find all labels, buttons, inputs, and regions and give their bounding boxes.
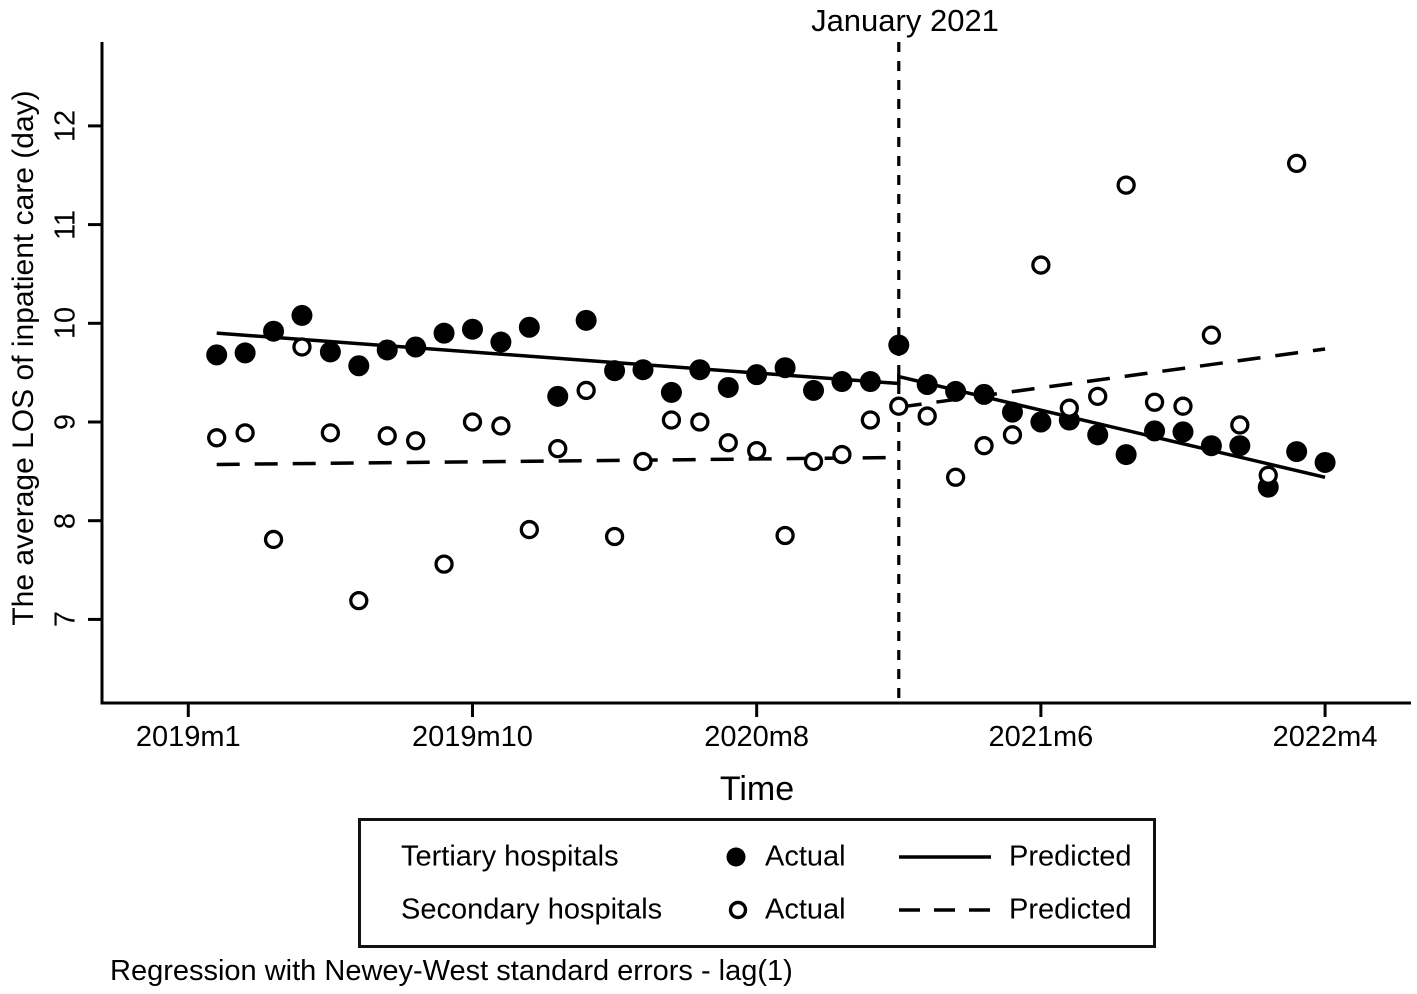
tertiary-actual-point — [490, 332, 511, 353]
secondary-actual-point — [464, 414, 480, 430]
secondary-actual-point — [607, 528, 623, 544]
tertiary-actual-point — [320, 341, 341, 362]
secondary-actual-point — [919, 408, 935, 424]
secondary-actual-point — [948, 469, 964, 485]
filled-circle-icon — [724, 845, 748, 869]
secondary-actual-point — [1118, 177, 1134, 193]
tertiary-actual-point — [547, 386, 568, 407]
tertiary-actual-point — [576, 310, 597, 331]
secondary-actual-point — [436, 556, 452, 572]
tertiary-actual-point — [803, 380, 824, 401]
tertiary-actual-point — [519, 317, 540, 338]
footer-note: Regression with Newey-West standard errors - lag(1) — [110, 955, 793, 987]
tertiary-actual-point — [348, 355, 369, 376]
secondary-actual-point — [1203, 327, 1219, 343]
secondary-actual-point — [1004, 427, 1020, 443]
secondary-actual-point — [1260, 467, 1276, 483]
secondary-actual-point — [351, 593, 367, 609]
tertiary-actual-point — [462, 319, 483, 340]
secondary-actual-point — [1090, 388, 1106, 404]
secondary-actual-point — [408, 433, 424, 449]
x-tick-label: 2021m6 — [988, 721, 1094, 753]
secondary-actual-point — [521, 522, 537, 538]
legend-actual-label: Actual — [765, 840, 846, 873]
tertiary-actual-point — [604, 360, 625, 381]
tertiary-actual-point — [291, 305, 312, 326]
tertiary-actual-point — [1002, 402, 1023, 423]
tertiary-actual-point — [860, 371, 881, 392]
secondary-actual-point — [1175, 398, 1191, 414]
dashed-line-icon — [899, 906, 991, 914]
tertiary-actual-point — [1030, 412, 1051, 433]
x-tick-label: 2019m10 — [412, 721, 533, 753]
legend-series-label: Tertiary hospitals — [401, 840, 619, 873]
tertiary-actual-point — [945, 381, 966, 402]
tertiary-actual-point — [263, 321, 284, 342]
tertiary-actual-point — [235, 342, 256, 363]
x-tick-label: 2020m8 — [704, 721, 810, 753]
secondary-actual-point — [1289, 155, 1305, 171]
tertiary-actual-point — [831, 371, 852, 392]
secondary-actual-point — [550, 441, 566, 457]
tertiary-actual-point — [633, 359, 654, 380]
tertiary-actual-point — [1229, 435, 1250, 456]
secondary-actual-point — [1033, 257, 1049, 273]
legend — [358, 818, 1156, 948]
secondary-actual-point — [777, 528, 793, 544]
secondary-actual-point — [493, 418, 509, 434]
secondary-actual-point — [692, 414, 708, 430]
tertiary-actual-point — [974, 384, 995, 405]
secondary-actual-point — [834, 447, 850, 463]
secondary-actual-point — [806, 453, 822, 469]
open-circle-icon — [726, 898, 750, 922]
tertiary-actual-point — [1315, 452, 1336, 473]
tertiary-actual-point — [1201, 435, 1222, 456]
x-tick-label: 2022m4 — [1272, 721, 1378, 753]
secondary-actual-point — [720, 435, 736, 451]
secondary-actual-point — [976, 438, 992, 454]
tertiary-actual-point — [718, 377, 739, 398]
tertiary-actual-point — [1087, 424, 1108, 445]
secondary-actual-point — [209, 430, 225, 446]
legend-predicted-label: Predicted — [1009, 840, 1132, 873]
secondary-actual-point — [891, 398, 907, 414]
y-tick-label: 7 — [49, 611, 82, 628]
tertiary-actual-point — [746, 364, 767, 385]
secondary-actual-point — [862, 412, 878, 428]
secondary-actual-point — [379, 428, 395, 444]
y-tick-label: 12 — [49, 109, 82, 143]
secondary-actual-point — [1232, 417, 1248, 433]
tertiary-actual-point — [405, 336, 426, 357]
secondary-actual-point — [322, 425, 338, 441]
intervention-annotation: January 2021 — [811, 3, 999, 38]
secondary-actual-point — [294, 339, 310, 355]
secondary-actual-point — [749, 443, 765, 459]
tertiary-actual-point — [1172, 421, 1193, 442]
y-tick-label: 11 — [49, 209, 82, 240]
tertiary-actual-point — [1116, 444, 1137, 465]
legend-predicted-label: Predicted — [1009, 893, 1132, 926]
x-tick-label: 2019m1 — [135, 721, 241, 753]
solid-line-icon — [899, 853, 991, 861]
tertiary-actual-point — [1144, 420, 1165, 441]
y-tick-label: 8 — [49, 512, 82, 529]
tertiary-actual-point — [888, 335, 909, 356]
tertiary-actual-point — [206, 344, 227, 365]
predicted-line-dashed — [217, 458, 899, 465]
tertiary-actual-point — [661, 382, 682, 403]
y-axis-title: The average LOS of inpatient care (day) — [7, 90, 40, 626]
secondary-actual-point — [1147, 394, 1163, 410]
tertiary-actual-point — [434, 323, 455, 344]
secondary-actual-point — [237, 425, 253, 441]
tertiary-actual-point — [377, 339, 398, 360]
tertiary-actual-point — [1286, 441, 1307, 462]
legend-actual-label: Actual — [765, 893, 846, 926]
secondary-actual-point — [578, 382, 594, 398]
tertiary-actual-point — [917, 374, 938, 395]
tertiary-actual-point — [689, 359, 710, 380]
y-tick-label: 10 — [49, 307, 82, 340]
x-axis-title: Time — [719, 770, 795, 808]
tertiary-actual-point — [775, 357, 796, 378]
secondary-actual-point — [635, 453, 651, 469]
secondary-actual-point — [1061, 400, 1077, 416]
legend-series-label: Secondary hospitals — [401, 893, 663, 926]
secondary-actual-point — [663, 412, 679, 428]
y-tick-label: 9 — [49, 413, 82, 431]
secondary-actual-point — [266, 531, 282, 547]
